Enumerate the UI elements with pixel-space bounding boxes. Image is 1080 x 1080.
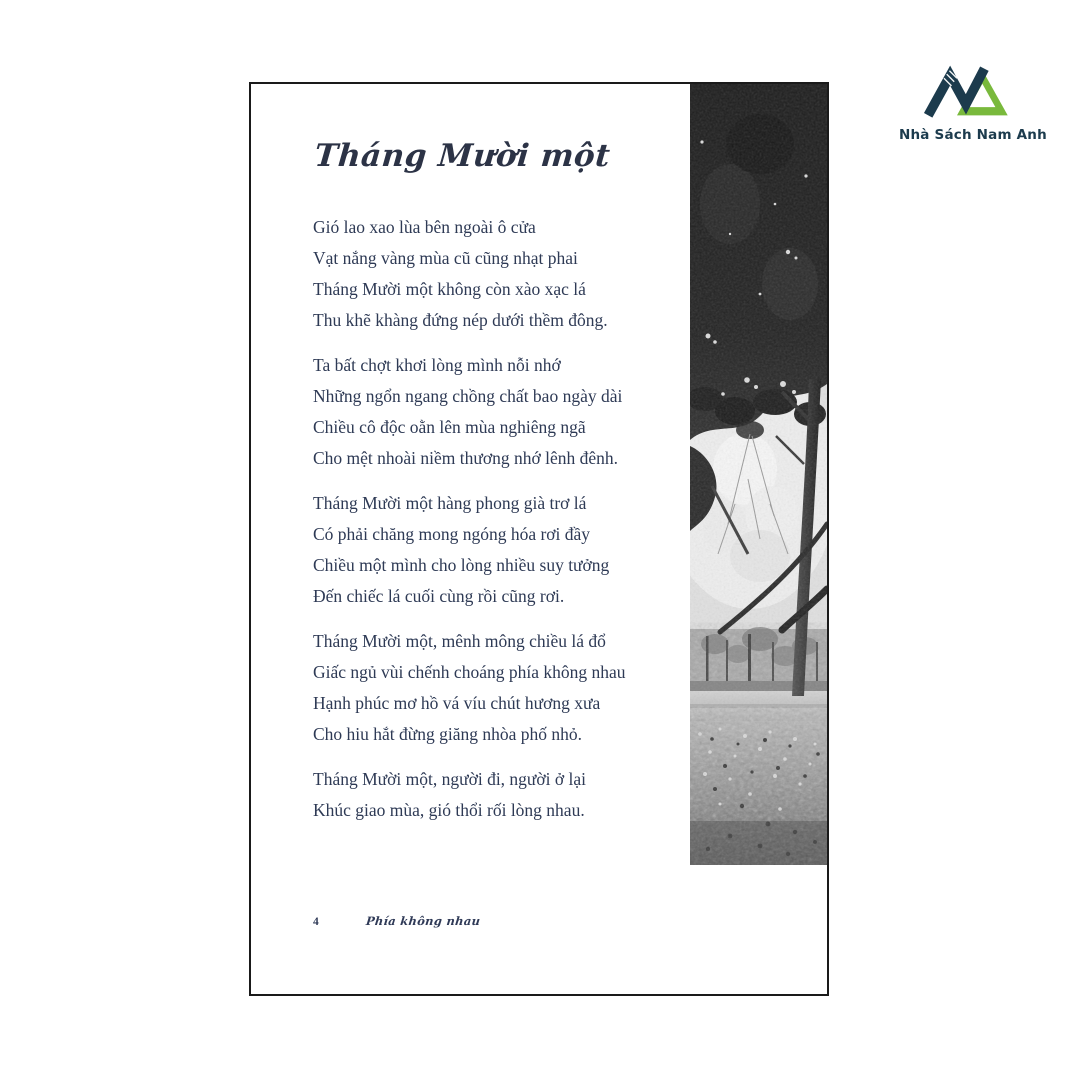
autumn-park-photo xyxy=(690,84,827,865)
stanza xyxy=(313,626,683,750)
poem-title: Tháng Mười một xyxy=(313,138,612,174)
poem-body xyxy=(313,212,683,840)
poem-line: Hạnh phúc mơ hồ vá víu chút hương xưa xyxy=(313,693,601,713)
poem-line: Đến chiếc lá cuối cùng rồi cũng rơi. xyxy=(313,586,565,606)
book-page xyxy=(249,82,829,996)
page-number: 4 xyxy=(313,916,319,928)
poem-line: Chiều cô độc oằn lên mùa nghiêng ngã xyxy=(313,417,586,437)
poem-line: Thu khẽ khàng đứng nép dưới thềm đông. xyxy=(313,310,608,330)
nam-anh-bookstore-logo xyxy=(899,60,1047,143)
page-footer xyxy=(313,914,480,928)
na-monogram-icon xyxy=(922,60,1018,124)
poem-line: Gió lao xao lùa bên ngoài ô cửa xyxy=(313,217,536,237)
bookstore-name: Nhà Sách Nam Anh xyxy=(899,127,1047,143)
poem-line: Có phải chăng mong ngóng hóa rơi đầy xyxy=(313,524,591,544)
poem-line: Ta bất chợt khơi lòng mình nỗi nhớ xyxy=(313,355,561,375)
poem-line: Vạt nắng vàng mùa cũ cũng nhạt phai xyxy=(313,248,578,268)
footer-book-title: Phía không nhau xyxy=(365,914,481,928)
stanza xyxy=(313,488,683,612)
poem-line: Cho hiu hắt đừng giăng nhòa phố nhỏ. xyxy=(313,724,583,744)
stanza xyxy=(313,212,683,336)
stanza xyxy=(313,350,683,474)
poem-line: Tháng Mười một, người đi, người ở lại xyxy=(313,769,587,789)
poem-line: Tháng Mười một không còn xào xạc lá xyxy=(313,279,586,299)
poem-line: Những ngổn ngang chồng chất bao ngày dài xyxy=(313,386,623,406)
poem-line: Tháng Mười một hàng phong già trơ lá xyxy=(313,493,587,513)
poem-line: Tháng Mười một, mênh mông chiều lá đổ xyxy=(313,631,606,651)
poem-line: Chiều một mình cho lòng nhiều suy tưởng xyxy=(313,555,610,575)
stanza xyxy=(313,764,683,826)
poem-line: Giấc ngủ vùi chếnh choáng phía không nhau xyxy=(313,662,626,682)
poem-line: Cho mệt nhoài niềm thương nhớ lênh đênh. xyxy=(313,448,619,468)
poem-line: Khúc giao mùa, gió thổi rối lòng nhau. xyxy=(313,800,585,820)
